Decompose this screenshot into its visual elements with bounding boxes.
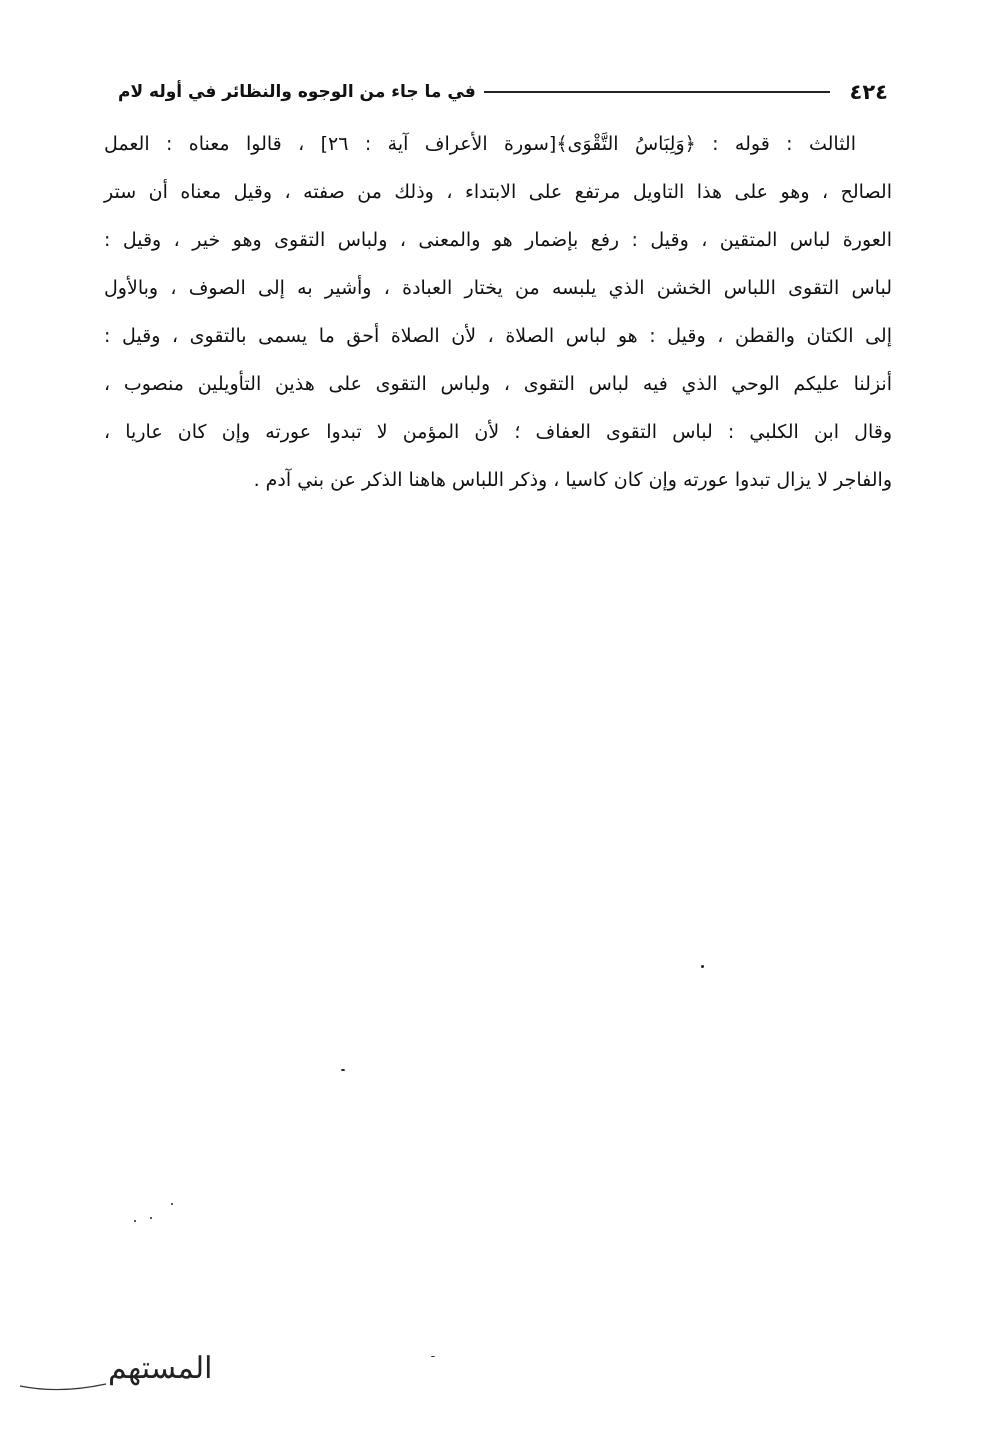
body-line: أنزلنا عليكم الوحي الذي فيه لباس التقوى ، ولباس التقوى على هذين التأويلين منصوب ، <box>104 373 892 395</box>
body-line: الصالح ، وهو على هذا التاويل مرتفع على الابتداء ، وذلك من صفته ، وقيل معناه أن ستر <box>104 181 892 203</box>
scan-speck <box>431 1356 435 1357</box>
watermark-logo <box>10 1338 213 1400</box>
watermark-flourish <box>20 1384 106 1390</box>
body-line: إلى الكتان والقطن ، وقيل : هو لباس الصلاة ، لأن الصلاة أحق ما يسمى بالتقوى ، وقيل : <box>104 325 892 347</box>
header-rule <box>484 91 830 93</box>
scan-speck <box>150 1217 152 1219</box>
watermark-text: المستهم <box>108 1351 213 1386</box>
body-line: العورة لباس المتقين ، وقيل : رفع بإضمار هو والمعنى ، ولباس التقوى وهو خير ، وقيل : <box>104 229 892 251</box>
scan-speck <box>134 1220 136 1222</box>
page-header <box>118 72 888 112</box>
scan-speck <box>171 1203 173 1205</box>
body-line: والفاجر لا يزال تبدوا عورته وإن كان كاسيا ، وذكر اللباس هاهنا الذكر عن بني آدم . <box>253 469 892 491</box>
body-line: الثالث : قوله : ﴿وَلِبَاسُ التَّقْوَى﴾[سورة الأعراف آية : ٢٦] ، قالوا معناه : العمل <box>104 133 856 155</box>
scan-speck <box>701 965 704 968</box>
page-number: ٤٢٤ <box>849 80 888 104</box>
scan-speck <box>341 1069 345 1071</box>
body-line: لباس التقوى اللباس الخشن الذي يلبسه من يختار العبادة ، وأشير به إلى الصوف ، وبالأول <box>104 277 892 299</box>
body-text <box>104 120 892 504</box>
running-title: في ما جاء من الوجوه والنظائر في أوله لام <box>118 82 476 102</box>
body-line: وقال ابن الكلبي : لباس التقوى العفاف ؛ لأن المؤمن لا تبدوا عورته وإن كان عاريا ، <box>104 421 892 443</box>
